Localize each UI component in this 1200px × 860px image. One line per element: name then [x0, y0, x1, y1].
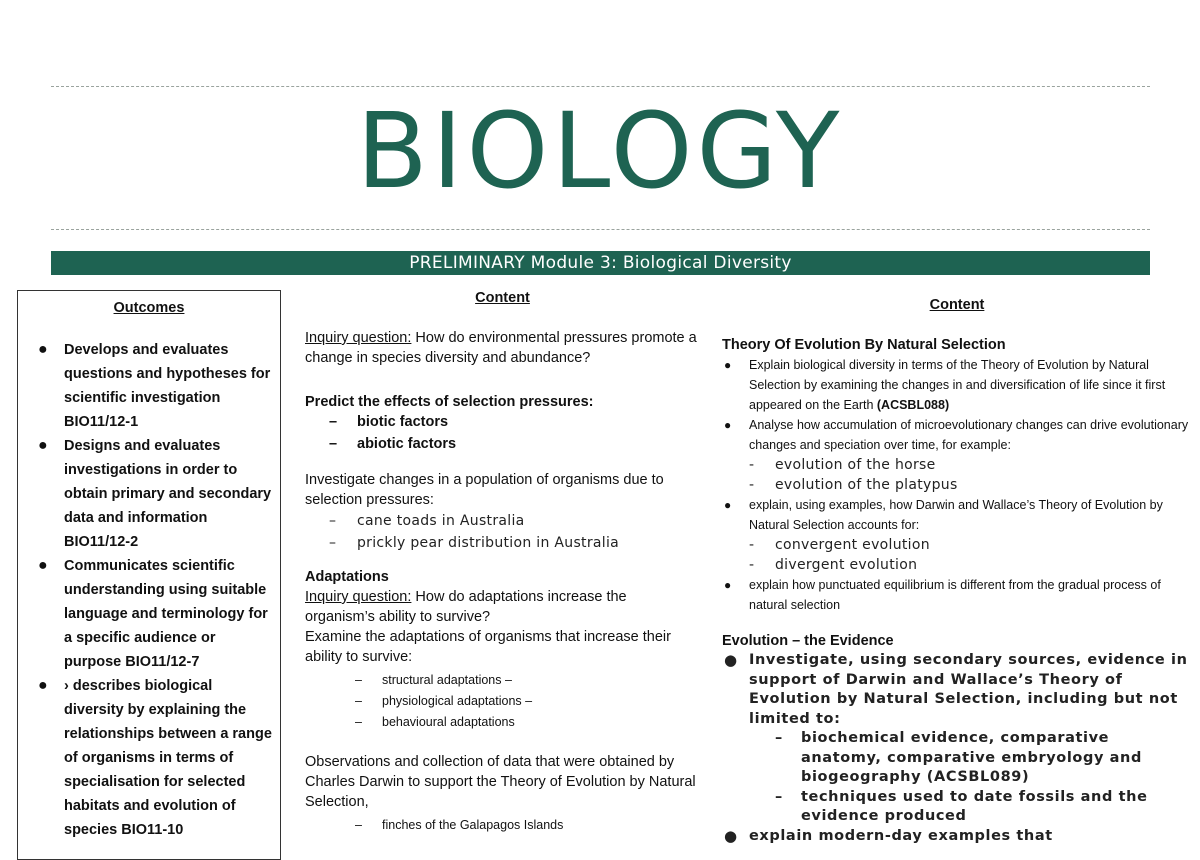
examine-heading: Examine the adaptations of organisms that increase their ability to survive: [305, 629, 671, 665]
predict-heading: Predict the effects of selection pressures: [305, 394, 594, 410]
inquiry-label: Inquiry question: [305, 330, 412, 346]
bottom-dashed-rule [51, 229, 1150, 230]
evidence-heading: Evolution – the Evidence [722, 633, 894, 649]
module-banner: PRELIMINARY Module 3: Biological Diversity [51, 251, 1150, 275]
content-column-2 [722, 295, 1192, 846]
inquiry-label: Inquiry question: [305, 589, 412, 605]
inquiry-question-1: Inquiry question: How do environmental pressures promote a change in species diversity and abundance? [305, 330, 697, 366]
top-dashed-rule [51, 86, 1150, 87]
observations-heading: Observations and collection of data that were obtained by Charles Darwin to support the Theory of Evolution by Natural Selection, [305, 754, 696, 810]
content-heading: Content [929, 297, 985, 313]
list-item: ● Explain biological diversity in terms of the Theory of Evolution by Natural Selection by examining the changes in and diversification of life since it first appeared on the Earth (ACSBL088) [722, 355, 1192, 415]
bullet-icon: ● [724, 358, 732, 372]
bullet-icon: ● [724, 578, 732, 592]
bullet-icon: ● [724, 826, 738, 845]
list-item: – finches of the Galapagos Islands [355, 818, 564, 832]
list-item: ● explain modern-day examples that [724, 826, 1053, 845]
list-item: - evolution of the horse [749, 457, 936, 473]
list-item: - divergent evolution [749, 557, 918, 573]
bullet-icon: ● [724, 651, 738, 669]
list-item: ● explain how punctuated equilibrium is different from the gradual process of natural selection [722, 575, 1192, 615]
list-item: - evolution of the platypus [749, 477, 958, 493]
content-column-1 [305, 288, 700, 836]
bullet-icon: ● [38, 557, 48, 574]
outcomes-list [18, 338, 280, 842]
bullet-icon: ● [724, 418, 732, 432]
theory-heading: Theory Of Evolution By Natural Selection [722, 337, 1006, 353]
list-item: - convergent evolution [749, 537, 930, 553]
adaptations-heading: Adaptations [305, 569, 389, 585]
page-title: BIOLOGY [356, 90, 844, 212]
inquiry-question-2: Inquiry question: How do adaptations increase the organism’s ability to survive? [305, 589, 627, 625]
list-item: ● Investigate, using secondary sources, evidence in support of Darwin and Wallace’s Theory of Evolution by Natural Selection, including but not limited to: [724, 651, 1188, 727]
list-item: ● › describes biological diversity by explaining the relationships between a range of organisms in terms of specialisation for selected habitats and evolution of species BIO11-10 [18, 674, 280, 842]
list-item: – prickly pear distribution in Australia [329, 535, 620, 551]
bullet-icon: ● [38, 677, 48, 694]
investigate-heading: Investigate changes in a population of organisms due to selection pressures: [305, 472, 664, 508]
list-item: – structural adaptations – [355, 673, 512, 687]
list-item: ● Designs and evaluates investigations in order to obtain primary and secondary data and information BIO11/12-2 [18, 434, 280, 554]
list-item: ● Develops and evaluates questions and hypotheses for scientific investigation BIO11/12-1 [18, 338, 280, 434]
bullet-icon: ● [724, 498, 732, 512]
list-item: – cane toads in Australia [329, 513, 525, 529]
content-heading: Content [475, 290, 530, 306]
list-item: – abiotic factors [329, 436, 457, 452]
list-item: – biotic factors [329, 414, 449, 430]
list-item: ● Communicates scientific understanding using suitable language and terminology for a specific audience or purpose BIO11/12-7 [18, 554, 280, 674]
bullet-icon: ● [38, 341, 48, 358]
list-item: – biochemical evidence, comparative anatomy, comparative embryology and biogeography (ACSBL089) [775, 730, 1142, 785]
list-item: ● explain, using examples, how Darwin and Wallace’s Theory of Evolution by Natural Selection accounts for: [722, 495, 1192, 535]
outcomes-heading: Outcomes [113, 300, 185, 316]
list-item: – behavioural adaptations [355, 715, 515, 729]
outcomes-box [17, 290, 281, 860]
list-item: ● Analyse how accumulation of microevolutionary changes can drive evolutionary changes and speciation over time, for example: [722, 415, 1192, 455]
list-item: – physiological adaptations – [355, 694, 533, 708]
list-item: – techniques used to date fossils and the evidence produced [775, 788, 1148, 824]
bullet-icon: ● [38, 437, 48, 454]
